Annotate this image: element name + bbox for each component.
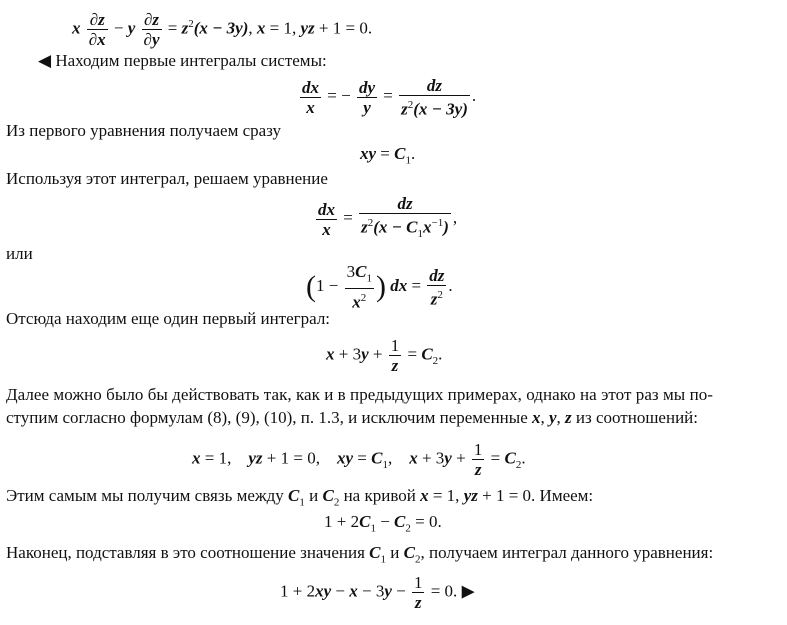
- paragraph-first-integrals: ◀ Находим первые интегралы системы:: [38, 51, 327, 70]
- equation-relations: x = 1, yz + 1 = 0, xy = $C_1$, x + 3y + $\frac{1}{z}$ = $C_2$.: [192, 440, 526, 479]
- paragraph-finally: Наконец, подставляя в это соотношение значения $C_1$ и $C_2$, получаем интеграл данного уравнения:: [6, 543, 714, 566]
- paragraph-from-first: Из первого уравнения получаем сразу: [6, 121, 282, 140]
- paragraph-using-integral: Используя этот интеграл, решаем уравнение: [6, 169, 328, 188]
- equation-relation-c: $1 + 2C_1 - C_2 = 0$.: [324, 512, 442, 535]
- paragraph-relation-c: Этим самым мы получим связь между $C_1$ и $C_2$ на кривой x = 1, yz + 1 = 0. Имеем:: [6, 486, 594, 509]
- equation-reduced-2: (1 − $\frac{3C_1}{x^2}$ ) dx = $\frac{dz}{z^2}$ .: [306, 262, 453, 313]
- equation-answer: 1 + 2xy − x − 3y − $\frac{1}{z}$ = 0. ▶: [280, 573, 475, 612]
- equation-reduced: $\frac{dx}{x}$ = $\frac{dz}{z^2(x - C_1x^{-1})}$ ,: [318, 194, 458, 241]
- paragraph-further-a: Далее можно было бы действовать так, как и в предыдущих примерах, однако на этот раз мы по-: [6, 385, 713, 404]
- paragraph-or: или: [6, 244, 33, 263]
- paragraph-another-integral: Отсюда находим еще один первый интеграл:: [6, 309, 331, 328]
- triangle-left-icon: ◀: [38, 51, 52, 70]
- equation-first-integral-2: x + 3y + $\frac{1}{z}$ = $C_2$.: [326, 336, 443, 375]
- equation-system: $\frac{dx}{x}$ = − $\frac{dy}{y}$ = $\frac{dz}{z^2(x - 3y)}$ .: [302, 76, 477, 119]
- equation-problem: x $\frac{\partial z}{\partial x}$ − y $\frac{\partial z}{\partial y}$ = $z^2(x - 3y)$, x = 1, yz + 1 = 0.: [72, 10, 373, 49]
- equation-first-integral-1: xy = $C_1$.: [360, 144, 416, 167]
- paragraph-further-b: ступим согласно формулам (8), (9), (10), п. 1.3, и исключим переменные x, y, z из соотношений:: [6, 408, 698, 427]
- triangle-right-icon: ▶: [461, 581, 475, 601]
